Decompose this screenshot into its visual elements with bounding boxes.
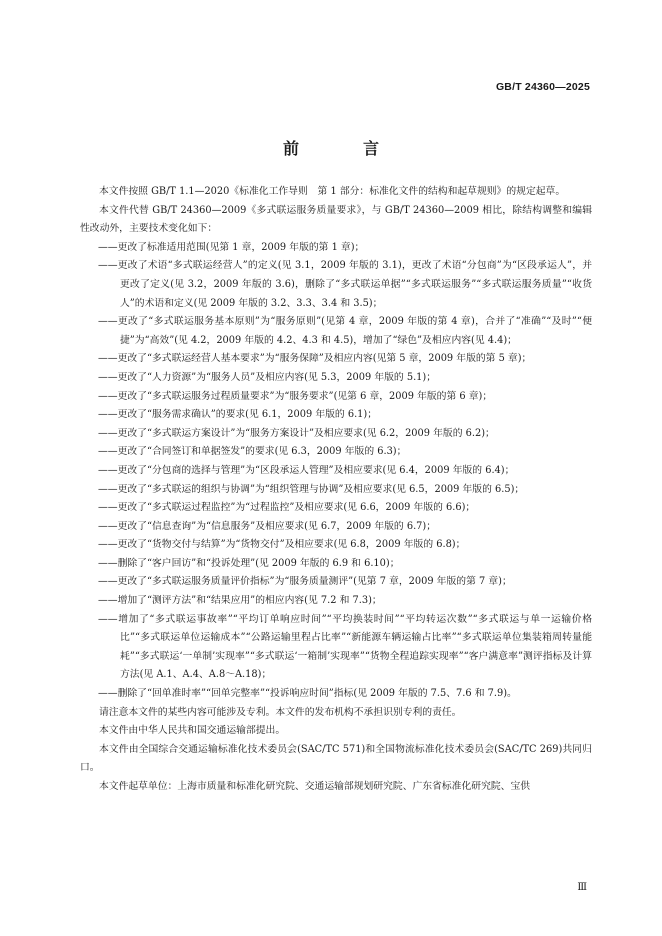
- document-body: [80, 183, 592, 797]
- intro-paragraph: 本文件代替 GB/T 24360—2009《多式联运服务质量要求》，与 GB/T 24360—2009 相比，除结构调整和编辑性改动外，主要技术变化如下：: [80, 204, 592, 235]
- closing-paragraph: 本文件由全国综合交通运输标准化技术委员会(SAC/TC 571)和全国物流标准化技术委员会(SAC/TC 269)共同归口。: [80, 743, 592, 774]
- change-item: ——更改了“服务需求确认”的要求(见 6.1，2009 年版的 6.1)；: [98, 409, 378, 421]
- change-item: ——更改了“多式联运服务基本原则”为“服务原则”(见第 4 章，2009 年版的第 4 章)，合并了“准确”“及时”“便捷”为“高效”(见 4.2，2009 年版的 4.2、4.3 和 4.5)，增加了“绿色”及相应内容(见 4.4)；: [98, 316, 592, 346]
- closing-paragraph: 本文件起草单位：上海市质量和标准化研究院、交通运输部规划研究院、广东省标准化研究院、宝供: [99, 781, 531, 792]
- change-item: ——更改了“合同签订和单据签发”的要求(见 6.3，2009 年版的 6.3)；: [98, 446, 407, 458]
- change-item: ——删除了“回单准时率”“回单完整率”“投诉响应时间”指标(见 2009 年版的 7.5、7.6 和 7.9)。: [98, 688, 517, 700]
- change-item: ——删除了“客户回访”和“投诉处理”(见 2009 年版的 6.9 和 6.10)；: [98, 557, 400, 569]
- page-number: Ⅲ: [577, 882, 587, 893]
- change-item: ——更改了“多式联运服务质量评价指标”为“服务质量测评”(见第 7 章，2009 年版的第 7 章)；: [98, 576, 512, 588]
- closing-paragraph: 本文件由中华人民共和国交通运输部提出。: [99, 725, 286, 737]
- change-item: ——更改了“多式联运经营人基本要求”为“服务保障”及相应内容(见第 5 章，2009 年版的第 5 章)；: [98, 353, 532, 365]
- change-item: ——增加了“测评方法”和“结果应用”的相应内容(见 7.2 和 7.3)；: [98, 595, 382, 607]
- change-item: ——更改了“多式联运的组织与协调”为“组织管理与协调”及相应要求(见 6.5，2009 年版的 6.5)；: [98, 483, 525, 495]
- standard-code: GB/T 24360—2025: [495, 81, 590, 93]
- closing-paragraph: 请注意本文件的某些内容可能涉及专利。本文件的发布机构不承担识别专利的责任。: [99, 706, 462, 718]
- change-item: ——更改了“多式联运方案设计”为“服务方案设计”及相应要求(见 6.2，2009 年版的 6.2)；: [98, 427, 495, 439]
- change-item: ——更改了“人力资源”为“服务人员”及相应内容(见 5.3，2009 年版的 5.1)；: [98, 371, 437, 383]
- change-item: ——更改了“货物交付与结算”为“货物交付”及相应要求(见 6.8，2009 年版的 6.8)；: [98, 539, 466, 551]
- change-item: ——更改了“多式联运过程监控”为“过程监控”及相应要求(见 6.6，2009 年版的 6.6)；: [98, 502, 476, 514]
- change-item: ——更改了术语“多式联运经营人”的定义(见 3.1，2009 年版的 3.1)，更改了术语“分包商”为“区段承运人”，并更改了定义(见 3.2，2009 年版的 3.6)，删除了“多式联运单据”“多式联运服务”“多式联运服务质量”“收货人”的术语和定义(见 2009 年版的 3.2、3.3、3.4 和 3.5)；: [98, 260, 592, 309]
- change-item: ——增加了“多式联运事故率”“平均订单响应时间”“平均换装时间”“平均转运次数”“多式联运与单一运输价格比”“多式联运单位运输成本”“公路运输里程占比率”“新能源车辆运输占比率”“多式联运单位集装箱周转量能耗”“多式联运‘一单制’实现率”“多式联运‘一箱制’实现率”“货物全程追踪实现率”“客户满意率”测评指标及计算方法(见 A.1、A.4、A.8～A.18)；: [98, 613, 592, 681]
- change-item: ——更改了“信息查询”为“信息服务”及相应要求(见 6.7，2009 年版的 6.7)；: [98, 520, 437, 532]
- intro-paragraph: 本文件按照 GB/T 1.1—2020《标准化工作导则 第 1 部分：标准化文件的结构和起草规则》的规定起草。: [99, 186, 566, 197]
- change-item: ——更改了标准适用范围(见第 1 章，2009 年版的第 1 章)；: [98, 241, 365, 253]
- change-list: [80, 239, 592, 704]
- page-title: 前 言: [282, 139, 403, 158]
- change-item: ——更改了“多式联运服务过程质量要求”为“服务要求”(见第 6 章，2009 年版的第 6 章)；: [98, 390, 493, 402]
- change-item: ——更改了“分包商的选择与管理”为“区段承运人管理”及相应要求(见 6.4，2009 年版的 6.4)；: [98, 464, 515, 476]
